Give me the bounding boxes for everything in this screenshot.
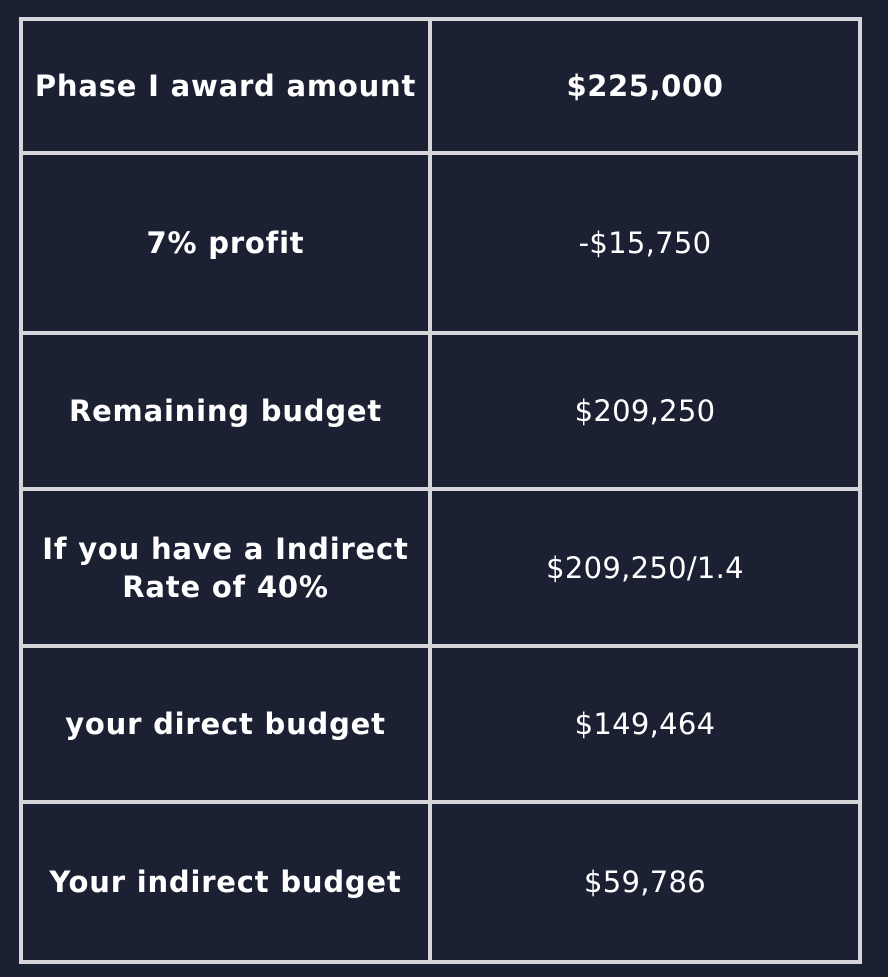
row-value: $59,786 (430, 802, 860, 962)
table-row-direct-budget (21, 646, 860, 802)
table-row-indirect-budget (21, 802, 860, 962)
row-label: Phase I award amount (21, 19, 430, 153)
row-label: If you have a Indirect Rate of 40% (21, 489, 430, 646)
row-value: $209,250 (430, 333, 860, 489)
budget-table (19, 17, 862, 964)
row-label: your direct budget (21, 646, 430, 802)
row-value: $225,000 (430, 19, 860, 153)
row-label: 7% profit (21, 153, 430, 333)
table-row-indirect-rate (21, 489, 860, 646)
row-value: $209,250/1.4 (430, 489, 860, 646)
table-row-remaining-budget (21, 333, 860, 489)
table-row-profit (21, 153, 860, 333)
row-label: Remaining budget (21, 333, 430, 489)
row-value: -$15,750 (430, 153, 860, 333)
row-value: $149,464 (430, 646, 860, 802)
row-label: Your indirect budget (21, 802, 430, 962)
table-row-award-amount (21, 19, 860, 153)
